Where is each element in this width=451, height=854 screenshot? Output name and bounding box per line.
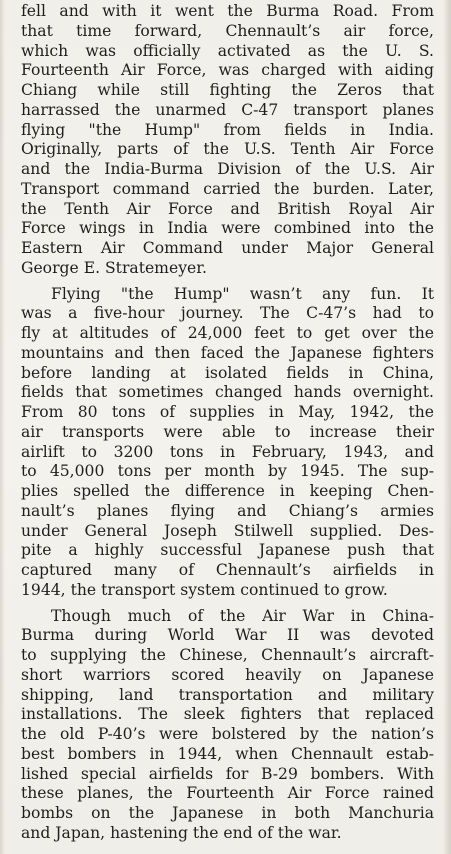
text-line: George E. Stratemeyer. (21, 258, 207, 277)
text-line: Eastern Air Command under Major General (21, 239, 434, 257)
text-line: Chiang while still fighting the Zeros that (21, 81, 434, 99)
text-line: and the India-Burma Division of the U.S. Air (21, 160, 434, 178)
text-line: bombs on the Japanese in both Manchuria (21, 804, 434, 822)
text-line: harrassed the unarmed C-47 transport planes (21, 100, 434, 119)
text-line: Fourteenth Air Force, was charged with aiding (21, 61, 434, 80)
text-line: 1944, the transport system continued to grow. (21, 580, 388, 599)
text-line: best bombers in 1944, when Chennault estab- (21, 744, 434, 763)
text-line: captured many of Chennault’s airfields in (21, 561, 434, 579)
text-line: From 80 tons of supplies in May, 1942, the (21, 403, 434, 421)
text-line: Burma during World War II was devoted (21, 626, 434, 645)
text-line: airlift to 3200 tons in February, 1943, and (21, 442, 434, 461)
text-line: and Japan, hastening the end of the war. (21, 823, 342, 842)
text-line: Transport command carried the burden. Later, (21, 179, 434, 198)
text-line: the old P-40’s were bolstered by the nation’s (21, 725, 434, 743)
text-line: was a five-hour journey. The C-47’s had to (21, 304, 434, 323)
text-line: short warriors scored heavily on Japanese (21, 665, 434, 684)
text-line: to supplying the Chinese, Chennault’s aircraft- (21, 646, 434, 664)
text-line: fell and with it went the Burma Road. From (21, 2, 434, 20)
text-line: under General Joseph Stilwell supplied. Des- (21, 521, 434, 540)
text-line: mountains and then faced the Japanese fighters (21, 343, 434, 362)
article-paragraph (21, 2, 434, 279)
text-line: which was officially activated as the U. S. (21, 41, 434, 60)
text-line: fly at altitudes of 24,000 feet to get over the (21, 324, 434, 342)
text-line: that time forward, Chennault’s air force, (21, 21, 434, 40)
text-line: lished special airfields for B-29 bombers. With (21, 764, 434, 783)
text-line: pite a highly successful Japanese push that (21, 541, 434, 560)
text-line: Though much of the Air War in China- (51, 606, 434, 625)
text-line: shipping, land transportation and military (21, 685, 434, 704)
page-shadow-right (443, 0, 451, 854)
article-column (21, 2, 434, 844)
text-line: fields that sometimes changed hands overnight. (21, 383, 434, 402)
text-line: Flying "the Hump" wasn’t any fun. It (51, 284, 434, 303)
text-line: nault’s planes flying and Chiang’s armies (21, 501, 434, 520)
text-line: Originally, parts of the U.S. Tenth Air Force (21, 140, 434, 159)
article-paragraph (21, 607, 434, 844)
text-line: before landing at isolated fields in China, (21, 363, 434, 382)
text-line: plies spelled the difference in keeping Chen- (21, 482, 434, 500)
text-line: installations. The sleek fighters that replaced (21, 705, 434, 724)
text-line: to 45,000 tons per month by 1945. The sup- (21, 462, 434, 481)
page-shadow-left (0, 0, 5, 854)
text-line: Force wings in India were combined into the (21, 219, 434, 238)
text-line: air transports were able to increase their (21, 422, 434, 441)
article-paragraph (21, 285, 434, 601)
text-line: the Tenth Air Force and British Royal Air (21, 199, 434, 218)
text-line: flying "the Hump" from fields in India. (21, 120, 434, 139)
text-line: these planes, the Fourteenth Air Force rained (21, 784, 434, 803)
